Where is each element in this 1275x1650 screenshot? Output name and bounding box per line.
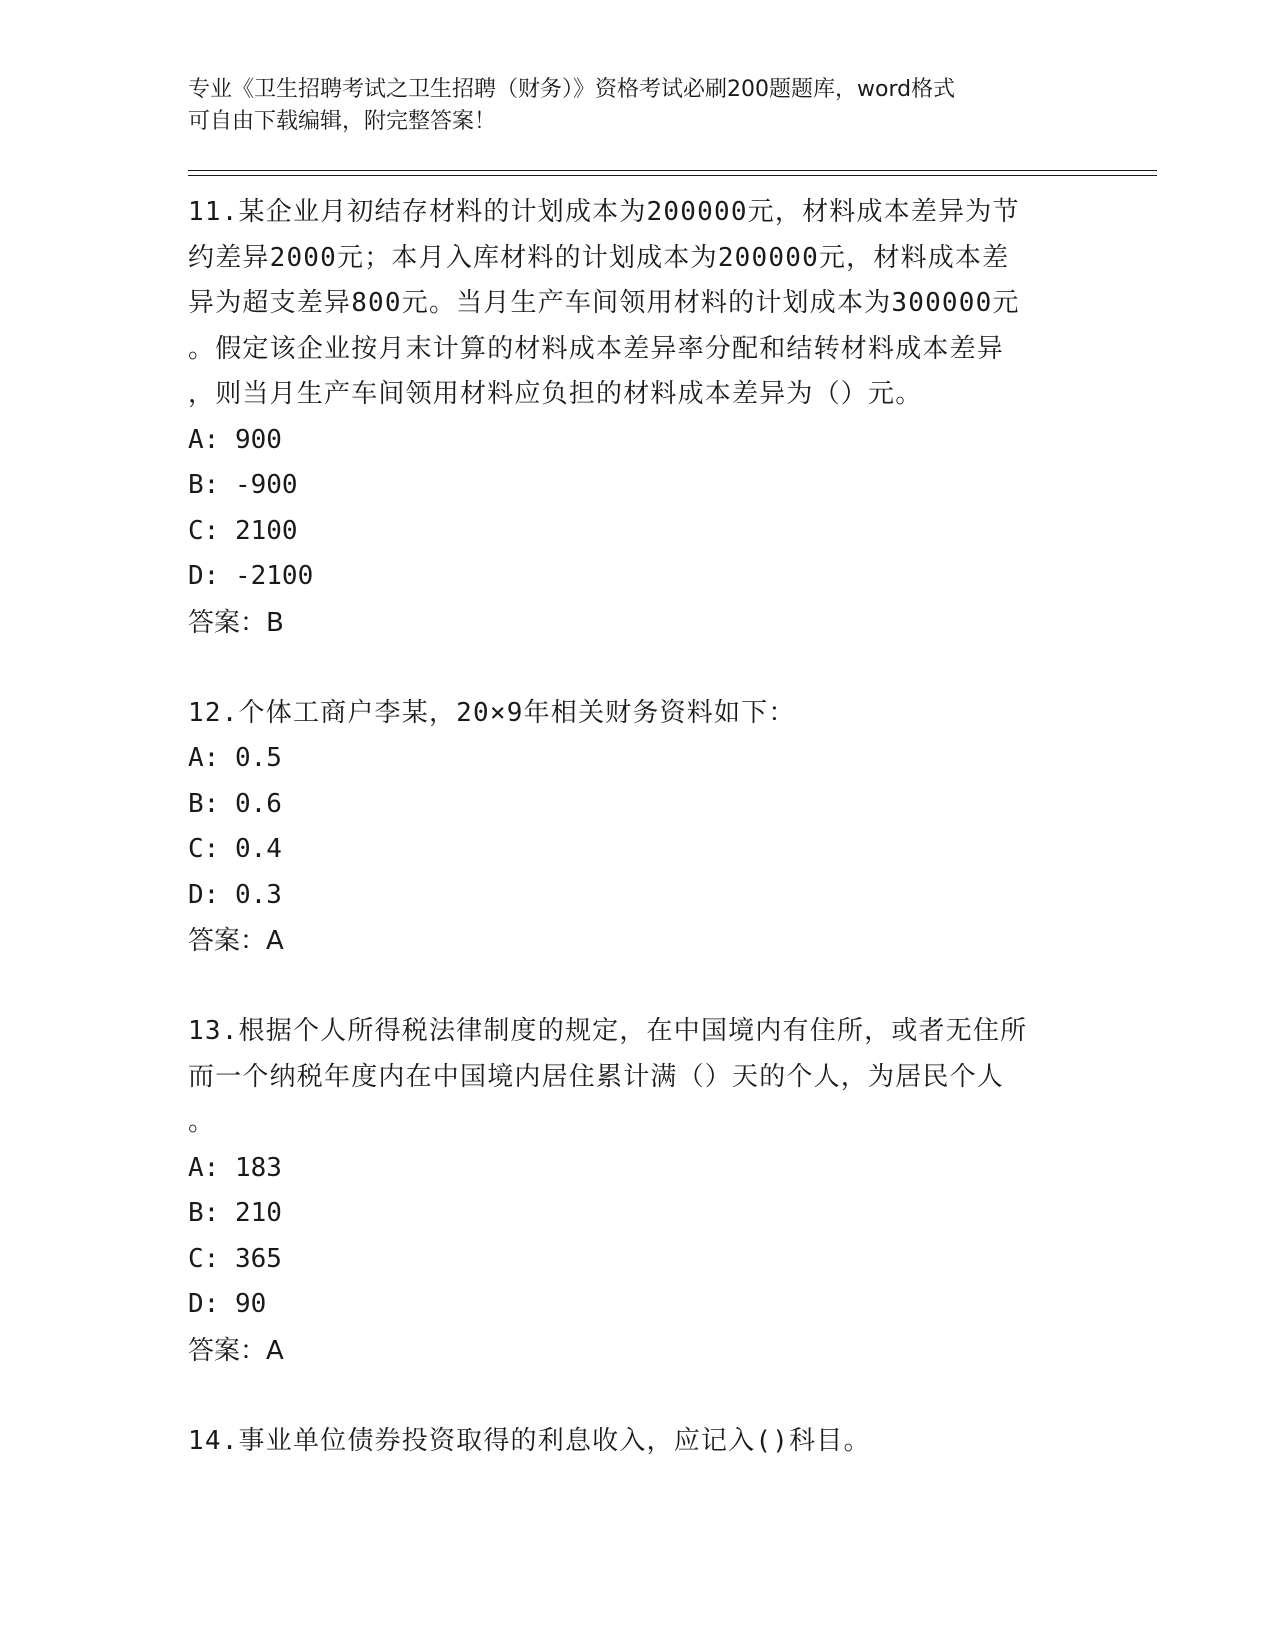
- question-line: 异为超支差异800元。当月生产车间领用材料的计划成本为300000元: [188, 288, 1020, 318]
- question-line: 12.个体工商户李某，20×9年相关财务资料如下：: [188, 697, 796, 728]
- option-c: C: 365: [188, 1243, 282, 1274]
- question-line: 14.事业单位债券投资取得的利息收入，应记入()科目。: [188, 1425, 871, 1456]
- question-line: 约差异2000元；本月入库材料的计划成本为200000元，材料成本差: [188, 242, 1010, 273]
- question-text: [188, 190, 1088, 418]
- question-text: [188, 1009, 1088, 1146]
- option-c: C: 2100: [188, 515, 298, 546]
- question-line: 13.根据个人所得税法律制度的规定，在中国境内有住所，或者无住所: [188, 1016, 1028, 1046]
- question-text: [188, 1419, 1088, 1465]
- question-12: [188, 691, 1088, 965]
- question-text: [188, 691, 1088, 737]
- question-line: 。假定该企业按月末计算的材料成本差异率分配和结转材料成本差异: [188, 333, 1005, 364]
- option-c: C: 0.4: [188, 834, 282, 864]
- document-header: [188, 74, 1068, 138]
- option-a: A: 183: [188, 1152, 282, 1183]
- option-b: B: 210: [188, 1198, 282, 1228]
- header-divider-bottom: [188, 175, 1157, 176]
- option-a: A: 900: [188, 424, 282, 455]
- option-a: A: 0.5: [188, 743, 282, 773]
- option-d: D: -2100: [188, 561, 314, 591]
- question-13: [188, 1009, 1088, 1374]
- answer-line: 答案：A: [188, 1335, 284, 1366]
- answer-line: 答案：B: [188, 607, 284, 638]
- option-d: D: 90: [188, 1289, 267, 1319]
- question-line: 11.某企业月初结存材料的计划成本为200000元，材料成本差异为节: [188, 197, 1020, 227]
- question-14: [188, 1419, 1088, 1465]
- question-list: [188, 190, 1088, 1464]
- option-d: D: 0.3: [188, 879, 282, 910]
- question-11: [188, 190, 1088, 646]
- header-line-1: 专业《卫生招聘考试之卫生招聘（财务）》资格考试必刷200题题库，word格式: [188, 77, 956, 102]
- answer-line: 答案：A: [188, 926, 284, 956]
- option-b: B: -900: [188, 470, 298, 500]
- header-divider-top: [188, 170, 1157, 171]
- option-b: B: 0.6: [188, 788, 282, 819]
- question-line: 而一个纳税年度内在中国境内居住累计满（）天的个人，为居民个人: [188, 1061, 1005, 1092]
- question-line: ，则当月生产车间领用材料应负担的材料成本差异为（）元。: [188, 379, 923, 409]
- question-line: 。: [188, 1107, 216, 1137]
- header-line-2: 可自由下载编辑，附完整答案！: [188, 109, 497, 134]
